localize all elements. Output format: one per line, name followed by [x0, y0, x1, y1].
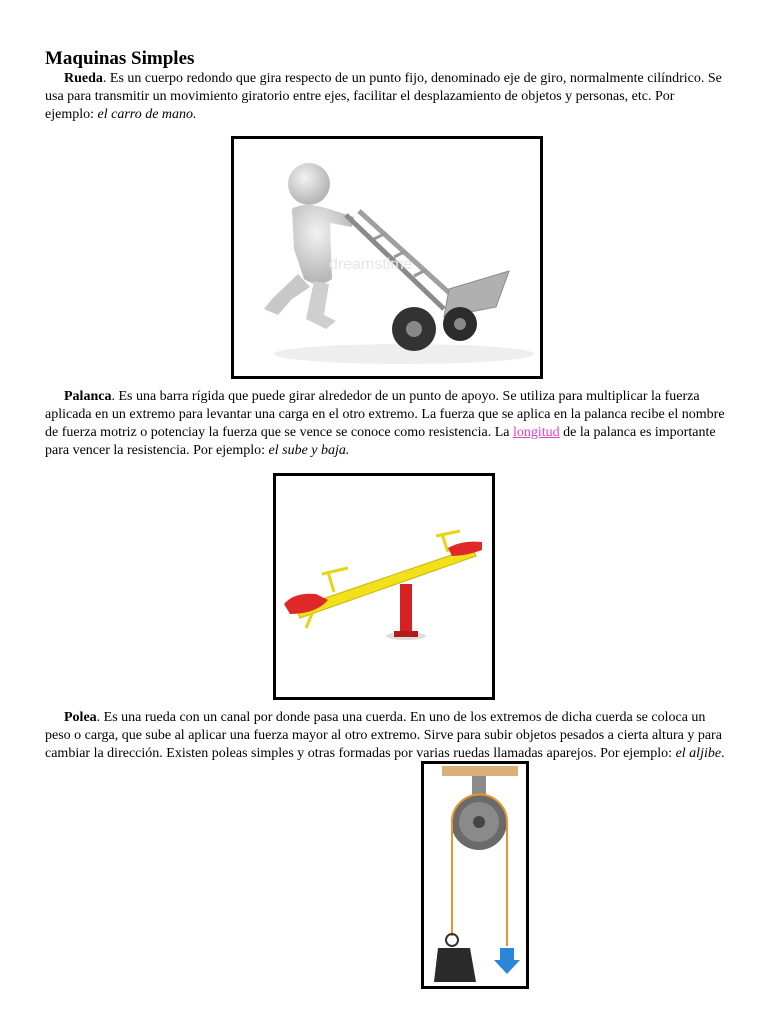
- term-polea: Polea: [64, 710, 97, 725]
- paragraph-palanca: [45, 388, 725, 460]
- pulley-image: [421, 761, 529, 989]
- pulley-illustration: [424, 764, 526, 986]
- text-rueda: . Es un cuerpo redondo que gira respecto de un punto fijo, denominado eje de giro, normalmente cilíndrico. Se usa para transmitir un movimiento giratorio entre ejes, facilitar el desplazamiento de objetos y personas, etc. Por ejemplo:: [45, 71, 722, 122]
- seesaw-illustration: [276, 476, 492, 697]
- text-polea: . Es una rueda con un canal por donde pasa una cuerda. En uno de los extremos de dicha cuerda se coloca un peso o carga, que sube al aplicar una fuerza mayor al otro extremo. Sirve para subir objetos pesados a cierta altura y para cambiar la dirección. Existen poleas simples y otras formadas por varias ruedas llamadas aparejos. Por ejemplo:: [45, 710, 722, 761]
- page-title: Maquinas Simples: [45, 48, 195, 69]
- term-palanca: Palanca: [64, 389, 112, 404]
- example-polea: el aljibe: [675, 746, 722, 761]
- hand-truck-image: [231, 136, 543, 379]
- term-rueda: Rueda: [64, 71, 103, 86]
- text-polea-suffix: .: [721, 746, 725, 761]
- paragraph-polea: [45, 709, 725, 763]
- example-palanca: el sube y baja.: [268, 443, 350, 458]
- document-page: [45, 48, 725, 761]
- text-palanca-2: de la palanca es importante para vencer la resistencia. Por ejemplo:: [45, 425, 716, 458]
- example-rueda: el carro de mano.: [97, 107, 197, 122]
- link-longitud[interactable]: longitud: [513, 425, 560, 440]
- image-watermark: dreamstime: [329, 256, 413, 273]
- paragraph-rueda: [45, 70, 725, 124]
- seesaw-image: [273, 473, 495, 700]
- text-palanca-1: . Es una barra rígida que puede girar alrededor de un punto de apoyo. Se utiliza para multiplicar la fuerza aplicada en un extremo para levantar una carga en el otro extremo. La fuerza que se aplica en la palanca recibe el nombre de fuerza motriz o potenciay la fuerza que se vence se conoce como resistencia. La: [45, 389, 725, 440]
- hand-truck-illustration: [234, 139, 540, 376]
